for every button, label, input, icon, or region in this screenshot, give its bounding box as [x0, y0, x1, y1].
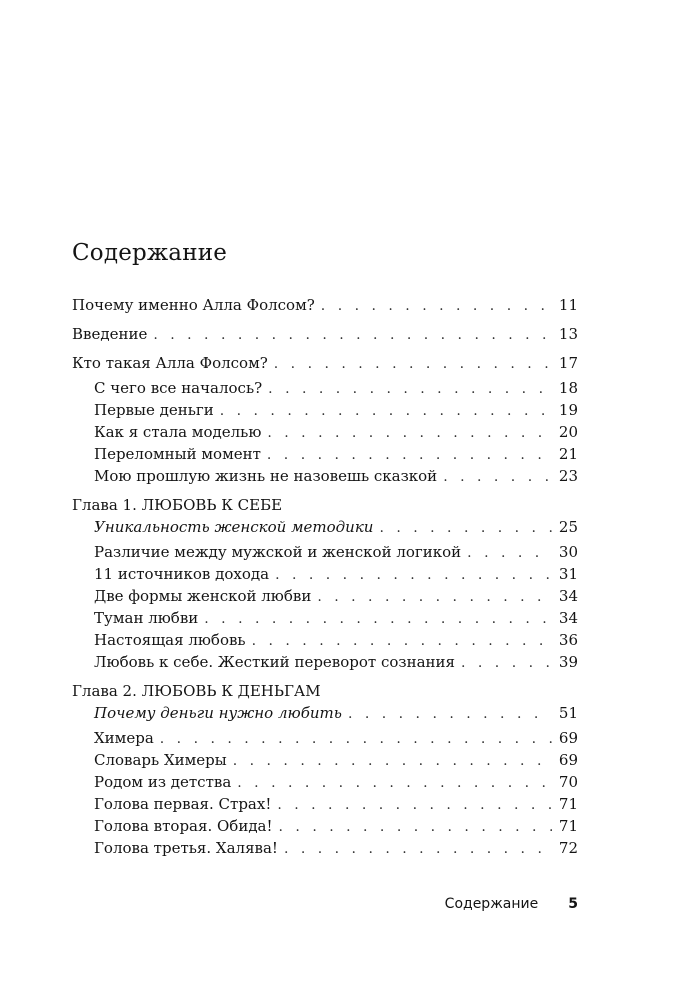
toc-entry[interactable]	[72, 294, 578, 316]
toc-leader-dots	[267, 422, 552, 444]
toc-entry[interactable]	[72, 352, 578, 374]
toc-entry-title: Введение	[72, 325, 148, 343]
toc-entry-page: 69	[558, 729, 578, 747]
toc-leader-dots	[279, 816, 552, 838]
toc-subentry[interactable]	[72, 651, 578, 673]
toc-entry-title: Переломный момент	[94, 445, 261, 463]
toc-chapter-heading[interactable]	[72, 494, 578, 516]
chapter-title: Глава 2. ЛЮБОВЬ К ДЕНЬГАМ	[72, 682, 321, 700]
toc-entry-page: 71	[558, 817, 578, 835]
toc-leader-dots	[467, 542, 552, 564]
toc-entry-title: Голова вторая. Обида!	[94, 817, 273, 835]
toc-entry-title: Голова первая. Страх!	[94, 795, 272, 813]
toc-leader-dots	[220, 400, 552, 422]
toc-subentry[interactable]	[72, 465, 578, 487]
toc-entry-title: С чего все началось?	[94, 379, 263, 397]
toc-leader-dots	[153, 324, 552, 346]
toc-subentry[interactable]	[72, 585, 578, 607]
toc-subentry[interactable]	[72, 815, 578, 837]
page-title: Содержание	[72, 240, 228, 266]
table-of-contents	[72, 294, 578, 859]
toc-entry-title: Мою прошлую жизнь не назовешь сказкой	[94, 467, 438, 485]
toc-entry-page: 72	[558, 839, 578, 857]
toc-entry-title: Туман любви	[94, 609, 199, 627]
toc-leader-dots	[237, 772, 552, 794]
toc-chapter-heading[interactable]	[72, 680, 578, 702]
toc-entry-page: 20	[558, 423, 578, 441]
toc-entry-page: 13	[558, 325, 578, 343]
toc-entry-page: 17	[558, 354, 578, 372]
toc-leader-dots	[204, 608, 552, 630]
toc-entry-title: Словарь Химеры	[94, 751, 227, 769]
toc-leader-dots	[317, 586, 552, 608]
toc-entry-title: Голова третья. Халява!	[94, 839, 278, 857]
toc-entry[interactable]	[72, 323, 578, 345]
toc-leader-dots	[267, 444, 552, 466]
toc-entry-title: Родом из детства	[94, 773, 232, 791]
chapter-title: Глава 1. ЛЮБОВЬ К СЕБЕ	[72, 496, 283, 514]
toc-subentry[interactable]	[72, 563, 578, 585]
toc-entry-title: Любовь к себе. Жесткий переворот сознания	[94, 653, 455, 671]
toc-entry-page: 71	[558, 795, 578, 813]
toc-subentry[interactable]	[72, 377, 578, 399]
toc-entry-page: 30	[558, 543, 578, 561]
toc-entry-title: Почему деньги нужно любить	[94, 704, 342, 722]
toc-entry-page: 25	[558, 518, 578, 536]
toc-leader-dots	[443, 466, 552, 488]
toc-entry-page: 36	[558, 631, 578, 649]
toc-subentry[interactable]	[72, 399, 578, 421]
toc-entry-title: Уникальность женской методики	[94, 518, 374, 536]
toc-subentry[interactable]	[72, 541, 578, 563]
toc-leader-dots	[379, 517, 552, 539]
toc-leader-dots	[277, 794, 552, 816]
toc-subentry[interactable]	[72, 516, 578, 538]
toc-entry-title: Почему именно Алла Фолсом?	[72, 296, 315, 314]
toc-entry-page: 19	[558, 401, 578, 419]
toc-entry-title: Различие между мужской и женской логикой	[94, 543, 462, 561]
toc-subentry[interactable]	[72, 793, 578, 815]
toc-entry-page: 51	[558, 704, 578, 722]
page-footer	[445, 896, 578, 912]
toc-entry-title: Две формы женской любви	[94, 587, 312, 605]
toc-entry-page: 34	[558, 609, 578, 627]
toc-entry-title: Как я стала моделью	[94, 423, 262, 441]
toc-leader-dots	[160, 728, 552, 750]
toc-entry-page: 34	[558, 587, 578, 605]
toc-leader-dots	[274, 353, 552, 375]
toc-entry-page: 69	[558, 751, 578, 769]
toc-leader-dots	[268, 378, 552, 400]
toc-leader-dots	[461, 652, 552, 674]
toc-subentry[interactable]	[72, 727, 578, 749]
toc-leader-dots	[348, 703, 552, 725]
toc-entry-page: 31	[558, 565, 578, 583]
toc-subentry[interactable]	[72, 771, 578, 793]
toc-entry-page: 21	[558, 445, 578, 463]
toc-subentry[interactable]	[72, 702, 578, 724]
running-footer-section: Содержание	[444, 896, 539, 912]
toc-entry-page: 70	[558, 773, 578, 791]
toc-subentry[interactable]	[72, 421, 578, 443]
toc-entry-title: Первые деньги	[94, 401, 214, 419]
toc-leader-dots	[284, 838, 552, 860]
toc-entry-title: Настоящая любовь	[94, 631, 246, 649]
toc-subentry[interactable]	[72, 837, 578, 859]
toc-entry-page: 11	[558, 296, 578, 314]
toc-entry-title: Кто такая Алла Фолсом?	[72, 354, 268, 372]
toc-entry-page: 18	[558, 379, 578, 397]
toc-leader-dots	[233, 750, 552, 772]
toc-leader-dots	[252, 630, 552, 652]
toc-subentry[interactable]	[72, 443, 578, 465]
toc-entry-page: 23	[558, 467, 578, 485]
page-number: 5	[568, 896, 578, 912]
toc-leader-dots	[275, 564, 552, 586]
toc-entry-title: Химера	[94, 729, 154, 747]
toc-subentry[interactable]	[72, 607, 578, 629]
toc-entry-title: 11 источников дохода	[94, 565, 270, 583]
toc-subentry[interactable]	[72, 629, 578, 651]
toc-entry-page: 39	[558, 653, 578, 671]
toc-subentry[interactable]	[72, 749, 578, 771]
toc-leader-dots	[321, 295, 552, 317]
